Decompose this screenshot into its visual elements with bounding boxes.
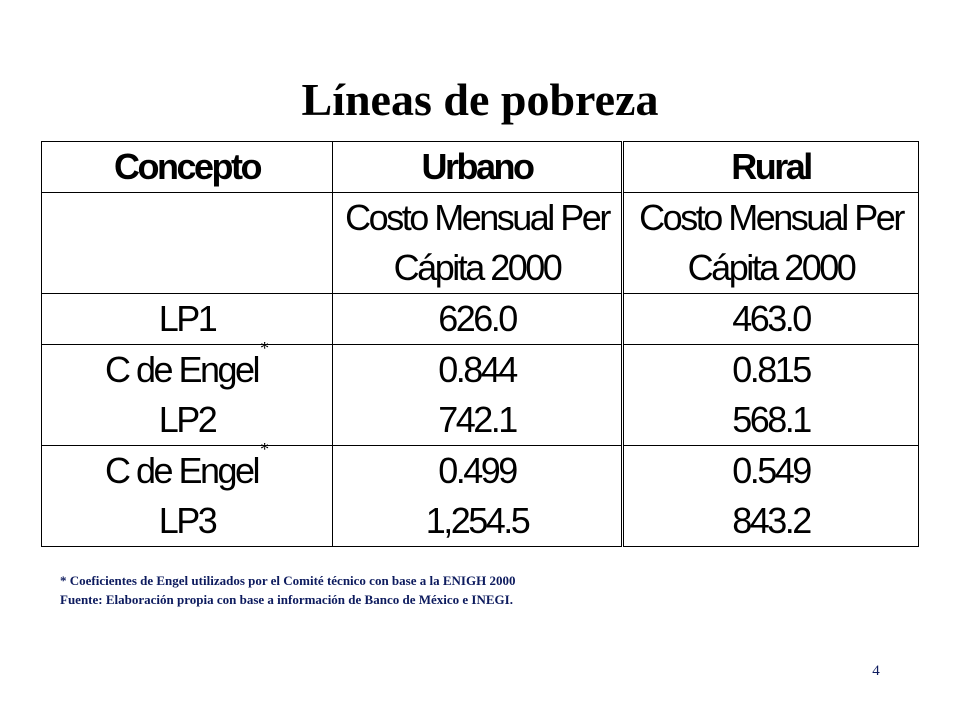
footnote-mark: * <box>260 439 270 459</box>
subheader-rural-line-1: Costo Mensual Per <box>639 197 903 238</box>
header-concept: Concepto <box>42 142 333 193</box>
table-header-row <box>42 142 919 193</box>
cell-rural-lp2-group <box>623 345 919 446</box>
subheader-rural-line-2: Cápita 2000 <box>687 247 855 288</box>
urban-engel-value: 0.499 <box>438 450 516 491</box>
page-number: 4 <box>872 663 880 679</box>
rural-lp3-value: 843.2 <box>732 500 810 541</box>
table-row-lp3-group <box>42 446 919 547</box>
cell-concept-lp3-group <box>42 439 333 547</box>
engel-label-text: C de Engel <box>104 450 259 491</box>
footnote-mark: * <box>260 338 270 358</box>
header-urban: Urbano <box>333 142 623 193</box>
poverty-lines-table <box>41 141 919 547</box>
footnote-engel: * Coeficientes de Engel utilizados por el Comité técnico con base a la ENIGH 2000 <box>60 573 516 588</box>
subheader-rural <box>623 193 919 294</box>
footnote-source: Fuente: Elaboración propia con base a información de Banco de México e INEGI. <box>60 592 513 607</box>
cell-rural-lp1: 463.0 <box>623 294 919 345</box>
rural-lp2-value: 568.1 <box>732 399 810 440</box>
cell-urban-lp2-group <box>333 345 623 446</box>
lp2-label: LP2 <box>158 399 216 440</box>
engel-coefficient-label <box>42 439 332 496</box>
footnotes <box>60 571 900 609</box>
urban-lp3-value: 1,254.5 <box>425 500 529 541</box>
table-row-lp1 <box>42 294 919 345</box>
subheader-urban-line-2: Cápita 2000 <box>393 247 561 288</box>
cell-concept-lp2-group <box>42 338 333 446</box>
slide-title: Líneas de pobreza <box>301 74 659 125</box>
cell-concept-lp1: LP1 <box>42 294 333 345</box>
rural-engel-value: 0.549 <box>732 450 810 491</box>
urban-engel-value: 0.844 <box>438 349 516 390</box>
engel-coefficient-label <box>42 338 332 395</box>
cell-urban-lp3-group <box>333 446 623 547</box>
cell-rural-lp3-group <box>623 446 919 547</box>
table-row-lp2-group <box>42 345 919 446</box>
lp3-label: LP3 <box>158 500 216 541</box>
rural-engel-value: 0.815 <box>732 349 810 390</box>
engel-label-text: C de Engel <box>104 349 259 390</box>
header-rural: Rural <box>623 142 919 193</box>
poverty-lines-table-container <box>41 141 918 541</box>
subheader-concept-empty <box>42 193 333 294</box>
subheader-urban-line-1: Costo Mensual Per <box>345 197 609 238</box>
urban-lp2-value: 742.1 <box>438 399 516 440</box>
table-subheader-row <box>42 193 919 294</box>
subheader-urban <box>333 193 623 294</box>
cell-urban-lp1: 626.0 <box>333 294 623 345</box>
